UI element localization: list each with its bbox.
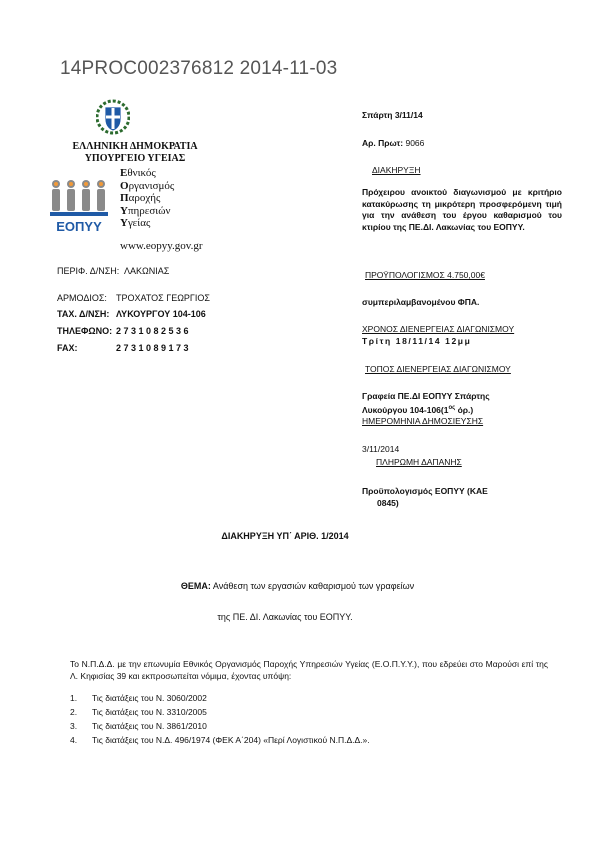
org-line-3: Παροχής [120,192,161,204]
publication-date: 3/11/2014 [362,444,400,454]
org-line-2: Οργανισμός [120,179,175,192]
greek-emblem-icon [96,97,130,137]
header-country: ΕΛΛΗΝΙΚΗ ΔΗΜΟΚΡΑΤΙΑ [72,141,198,152]
contact-label: FAX: [57,343,78,353]
document-id: 14PROC002376812 2014-11-03 [60,58,338,79]
publication-heading: ΗΜΕΡΟΜΗΝΙΑ ΔΗΜΟΣΙΕΥΣΗΣ [362,416,484,426]
contact-value: 2 7 3 1 0 8 2 5 3 6 [116,326,189,336]
contact-value: 2 7 3 1 0 8 9 1 7 3 [116,343,189,353]
place-date: Σπάρτη 3/11/14 [362,110,423,120]
vat-note: συμπεριλαμβανομένου ΦΠΑ. [362,297,480,307]
contact-value: ΛΥΚΟΥΡΓΟΥ 104-106 [116,309,206,319]
announce-heading: ΔΙΑΚΗΡΥΞΗ [372,165,421,175]
contact-value: ΤΡΟΧΑΤΟΣ ΓΕΩΡΓΙΟΣ [116,293,210,303]
org-name-block [120,167,174,230]
contact-label: ΤΑΧ. Δ/ΝΣΗ: [57,309,110,319]
legal-basis-list [70,691,370,747]
payment-line-2: 0845) [377,498,399,508]
payment-heading: ΠΛΗΡΩΜΗ ΔΑΠΑΝΗΣ [376,457,462,467]
place-heading: ΤΟΠΟΣ ΔΙΕΝΕΡΓΕΙΑΣ ΔΙΑΓΩΝΙΣΜΟΥ [365,364,511,374]
header-ministry: ΥΠΟΥΡΓΕΙΟ ΥΓΕΙΑΣ [84,153,186,164]
list-item: 2. Τις διατάξεις του Ν. 3310/2005 [70,707,207,717]
org-line-5: Υγείας [120,217,151,229]
time-heading: ΧΡΟΝΟΣ ΔΙΕΝΕΡΓΕΙΑΣ ΔΙΑΓΩΝΙΣΜΟΥ [362,324,515,334]
protocol-number: 9066 [405,138,425,148]
logo-wordmark: ΕΟΠΥΥ [56,219,102,234]
list-item: 1. Τις διατάξεις του Ν. 3060/2002 [70,693,207,703]
contact-label: ΤΗΛΕΦΩΝΟ: [57,326,113,336]
org-line-4: Υπηρεσιών [120,204,171,217]
list-item: 4. Τις διατάξεις του Ν.Δ. 496/1974 (ΦΕΚ Α΄204) «Περί Λογιστικού Ν.Π.Δ.Δ.». [70,735,370,745]
time-value: Τρίτη 18/11/14 12μμ [362,336,472,346]
payment-line-1: Προϋπολογισμός ΕΟΠΥΥ (ΚΑΕ [362,486,488,496]
org-line-1: Εθνικός [120,167,156,179]
subject-label: ΘΕΜΑ: [180,581,211,591]
intro-paragraph: Το Ν.Π.Δ.Δ. με την επωνυμία Εθνικός Οργανισμός Παροχής Υπηρεσιών Υγείας (Ε.Ο.Π.Υ.Υ.), που εδρεύει στο Μαρούσι επί της Λ. Κηφισίας 39 και εκπροσωπείται νόμιμα, έχοντας υπόψη: [70,659,548,681]
subject-line [0,581,595,592]
eopyy-logo-icon [48,177,110,237]
subject-text: Ανάθεση των εργασιών καθαρισμού των γραφείων [210,581,415,591]
subject-line-2: της ΠΕ. ΔΙ. Λακωνίας του ΕΟΠΥΥ. [217,612,353,622]
protocol-label: Αρ. Πρωτ: [362,138,404,148]
website: www.eopyy.gov.gr [120,240,203,252]
document-title: ΔΙΑΚΗΡΥΞΗ ΥΠ΄ ΑΡΙΘ. 1/2014 [221,531,349,541]
budget: ΠΡΟΫΠΟΛΟΓΙΣΜΟΣ 4.750,00€ [365,270,485,280]
region-value: ΛΑΚΩΝΙΑΣ [124,266,170,276]
place-line-2: Λυκούργου $104-106(1^{o\varsigma}$ όρ.) [362,404,474,415]
list-item: 3. Τις διατάξεις του Ν. 3861/2010 [70,721,207,731]
region-label: ΠΕΡΙΦ. Δ/ΝΣΗ: [57,266,120,276]
tender-description: Πρόχειρου ανοικτού διαγωνισμού με κριτήριο κατακύρωσης τη μικρότερη προσφερόμενη τιμή για την ανάθεση του έργου καθαρισμού του κτιρίου της ΠΕ.ΔΙ. Λακωνίας του ΕΟΠΥΥ. [362,187,562,232]
contact-label: ΑΡΜΟΔΙΟΣ: [57,293,107,303]
place-line-1: Γραφεία ΠΕ.ΔΙ ΕΟΠΥΥ Σπάρτης [362,391,490,401]
